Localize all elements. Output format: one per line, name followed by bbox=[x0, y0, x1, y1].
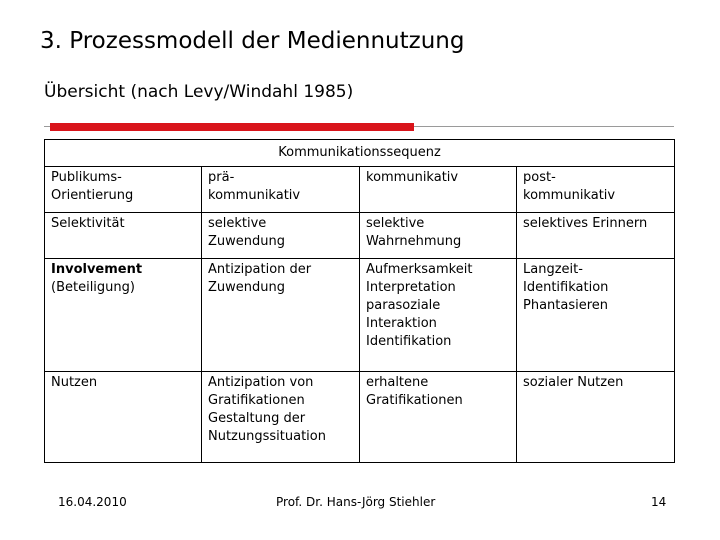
row-label: Nutzen bbox=[45, 372, 202, 463]
table-header-row bbox=[45, 140, 675, 167]
table-cell: sozialer Nutzen bbox=[517, 372, 675, 463]
table-cell: prä- kommunikativ bbox=[202, 167, 360, 213]
table-cell: selektive Wahrnehmung bbox=[360, 213, 517, 259]
slide-title: 3. Prozessmodell der Mediennutzung bbox=[40, 28, 465, 54]
table-cell: Aufmerksamkeit Interpretation parasoziale Interaktion Identifikation bbox=[360, 259, 517, 372]
table-cell: kommunikativ bbox=[360, 167, 517, 213]
table-row bbox=[45, 213, 675, 259]
table-header: Kommunikationssequenz bbox=[45, 140, 675, 167]
row-label-title: Involvement bbox=[51, 262, 143, 277]
table-cell: selektives Erinnern bbox=[517, 213, 675, 259]
table-row bbox=[45, 372, 675, 463]
row-label: Selektivität bbox=[45, 213, 202, 259]
row-label-subtitle: (Beteiligung) bbox=[51, 280, 135, 295]
slide-subtitle: Übersicht (nach Levy/Windahl 1985) bbox=[44, 82, 354, 102]
footer-date: 16.04.2010 bbox=[58, 495, 127, 509]
table-row bbox=[45, 167, 675, 213]
table-cell: Langzeit- Identifikation Phantasieren bbox=[517, 259, 675, 372]
process-model-table bbox=[44, 139, 675, 463]
table-cell: Antizipation von Gratifikationen Gestaltung der Nutzungssituation bbox=[202, 372, 360, 463]
footer-author: Prof. Dr. Hans-Jörg Stiehler bbox=[276, 495, 436, 509]
accent-bar bbox=[50, 123, 414, 131]
table-cell: selektive Zuwendung bbox=[202, 213, 360, 259]
table-row bbox=[45, 259, 675, 372]
row-label bbox=[45, 259, 202, 372]
footer-page-number: 14 bbox=[651, 495, 667, 509]
table-cell: erhaltene Gratifikationen bbox=[360, 372, 517, 463]
table-cell: Antizipation der Zuwendung bbox=[202, 259, 360, 372]
row-label: Publikums- Orientierung bbox=[45, 167, 202, 213]
table-cell: post- kommunikativ bbox=[517, 167, 675, 213]
